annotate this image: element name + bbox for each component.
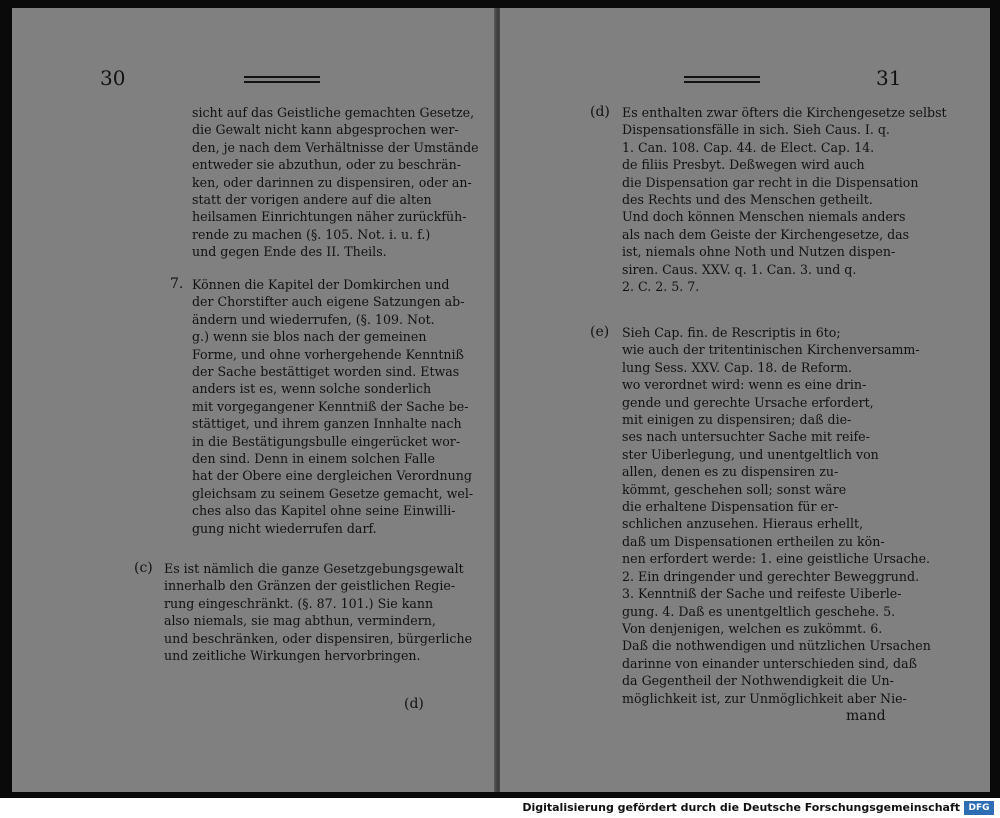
left-page xyxy=(12,8,496,792)
footnote-c: Es ist nämlich die ganze Gesetzgebungsgewalt innerhalb den Gränzen der geistlichen Regie- rung eingeschränkt. (§. 87. 101.) Sie kann also niemals, sie mag abthun, vermindern, und beschränken, oder dispensiren, bürgerliche und zeitliche Wirkungen hervorbringen. xyxy=(164,561,473,664)
item-7-marker: 7. xyxy=(170,276,184,292)
page-number: 30 xyxy=(100,66,126,90)
footer-bar xyxy=(0,798,1000,818)
footnote-e-marker: (e) xyxy=(590,324,610,340)
funding-credit: Digitalisierung gefördert durch die Deutsche Forschungsgemeinschaft xyxy=(522,801,960,814)
catchword: mand xyxy=(846,708,886,724)
footnote-d-marker: (d) xyxy=(590,104,610,120)
continuation-paragraph: sicht auf das Geistliche gemachten Gesetze, die Gewalt nicht kann abgesprochen wer- den, je nach dem Verhältnisse der Umstände entweder sie abzuthun, oder zu beschrän- ken, oder darinnen zu dispensiren, oder an- statt der vorigen andere auf die alten heilsamen Einrichtungen näher zurückfüh- rende zu machen (§. 105. Not. i. u. f.) und gegen Ende des II. Theils. xyxy=(192,105,479,260)
footnote-d: Es enthalten zwar öfters die Kirchengesetze selbst Dispensationsfälle in sich. Sieh Caus. I. q. 1. Can. 108. Cap. 44. de Elect. Cap. 14. de filiis Presbyt. Deßwegen wird auch die Dispensation gar recht in die Dispensation des Rechts und des Menschen getheilt. Und doch können Menschen niemals anders als nach dem Geiste der Kirchengesetze, das ist, niemals ohne Noth und Nutzen dispen- siren. Caus. XXV. q. 1. Can. 3. und q. 2. C. 2. 5. 7. xyxy=(622,105,947,295)
header-rule xyxy=(244,76,320,83)
item-7-paragraph: Können die Kapitel der Domkirchen und der Chorstifter auch eigene Satzungen ab- ändern und wiederrufen, (§. 109. Not. g.) wenn sie blos nach der gemeinen Forme, und ohne vorhergehende Kenntniß der Sache bestättiget worden sind. Etwas anders ist es, wenn solche sonderlich mit vorgegangener Kenntniß der Sache be- stättiget, und ihrem ganzen Innhalte nach in die Bestätigungsbulle eingerücket wor- den sind. Denn in einem solchen Falle hat der Obere eine dergleichen Verordnung gleichsam zu seinem Gesetze gemacht, wel- ches also das Kapitel ohne seine Einwilli- gung nicht wiederrufen darf. xyxy=(192,277,474,536)
page-number: 31 xyxy=(876,66,902,90)
catchword: (d) xyxy=(404,696,424,712)
dfg-logo-icon[interactable]: DFG xyxy=(964,801,994,815)
right-page xyxy=(500,8,990,792)
header-rule xyxy=(684,76,760,83)
footnote-c-marker: (c) xyxy=(134,560,153,576)
footnote-e: Sieh Cap. fin. de Rescriptis in 6to; wie auch der tritentinischen Kirchenversamm- lung Sess. XXV. Cap. 18. de Reform. wo verordnet wird: wenn es eine drin- gende und gerechte Ursache erfordert, mit einigen zu dispensiren; daß die- ses nach untersuchter Sache mit reife- ster Uiberlegung, und unentgeltlich von allen, denen es zu dispensiren zu- kömmt, geschehen soll; sonst wäre die erhaltene Dispensation für er- schlichen anzusehen. Hieraus erhellt, daß um Dispensationen ertheilen zu kön- nen erfordert werde: 1. eine geistliche Ursache. 2. Ein dringender und gerechter Beweggrund. 3. Kenntniß der Sache und reifeste Uiberle- gung. 4. Daß es unentgeltlich geschehe. 5. Von denjenigen, welchen es zukömmt. 6. Daß die nothwendigen und nützlichen Ursachen darinne von einander unterschieden sind, daß da Gegentheil der Nothwendigkeit die Un- möglichkeit ist, zur Unmöglichkeit aber Nie- xyxy=(622,325,931,706)
